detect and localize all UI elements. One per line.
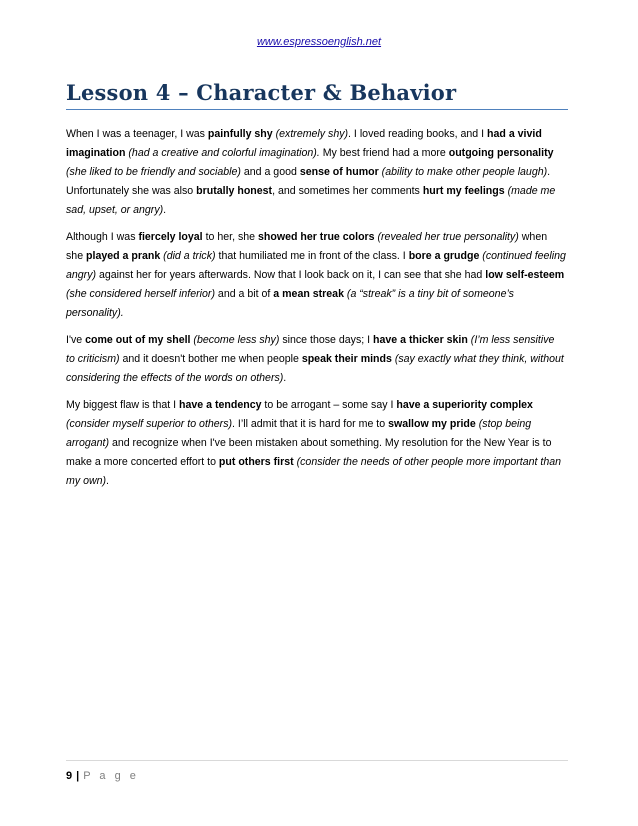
vocab-term: a mean streak [273, 288, 344, 300]
vocab-term: played a prank [86, 250, 161, 262]
vocab-term: come out of my shell [85, 334, 191, 346]
site-link[interactable]: www.espressoenglish.net [256, 36, 382, 48]
text-run: , and sometimes her comments [272, 185, 423, 197]
text-run: . I’ll admit that it is hard for me to [232, 418, 389, 430]
vocab-term: hurt my feelings [422, 185, 505, 197]
text-run: . Unfortunately she was also [66, 166, 551, 197]
text-run: . [283, 372, 287, 384]
text-run: . I loved reading books, and I [348, 128, 488, 140]
vocab-term: bore a grudge [408, 250, 480, 262]
term-definition: (she considered herself inferior) [66, 288, 215, 300]
lesson-body [66, 125, 566, 499]
paragraph-3 [66, 331, 566, 388]
term-definition: (she liked to be friendly and sociable) [66, 166, 241, 178]
text-run: . [106, 475, 109, 487]
vocab-term: have a tendency [179, 399, 262, 411]
term-definition: (become less shy) [190, 334, 280, 346]
vocab-term: swallow my pride [388, 418, 476, 430]
term-definition: (made me sad, upset, or angry) [66, 185, 556, 216]
term-definition: (had a creative and colorful imagination). [125, 147, 320, 159]
term-definition: (continued feeling angry) [66, 250, 566, 281]
vocab-term: have a superiority complex [396, 399, 533, 411]
term-definition: (stop being arrogant) [66, 418, 532, 449]
footer-divider [66, 760, 568, 761]
text-run: . [163, 204, 167, 216]
text-run: and a good [240, 166, 300, 178]
paragraph-4 [66, 396, 566, 491]
text-run: against her for years afterwards. Now that I look back on it, I can see that she had [96, 269, 486, 281]
lesson-title: Lesson 4 – Character & Behavior [66, 80, 457, 105]
term-definition: (did a trick) [160, 250, 216, 262]
term-definition: (ability to make other people laugh) [378, 166, 548, 178]
term-definition: (revealed her true personality) [374, 231, 519, 243]
page-label: P a g e [83, 770, 139, 782]
term-definition: (a “streak” is a tiny bit of someone’s personality). [66, 288, 514, 319]
vocab-term: showed her true colors [258, 231, 375, 243]
vocab-term: outgoing personality [448, 147, 554, 159]
text-run: to be arrogant – some say I [261, 399, 397, 411]
term-definition: (I’m less sensitive to criticism) [66, 334, 555, 365]
term-definition: (consider myself superior to others) [66, 418, 233, 430]
footer-separator: | [76, 770, 80, 782]
text-run: to her, she [202, 231, 258, 243]
vocab-term: put others first [218, 456, 294, 468]
vocab-term: speak their minds [301, 353, 392, 365]
text-run: that humiliated me in front of the class. I [215, 250, 409, 262]
vocab-term: sense of humor [299, 166, 379, 178]
text-run: since those days; I [279, 334, 374, 346]
text-run: and it doesn't bother me when people [119, 353, 302, 365]
text-run: When I was a teenager, I was [66, 128, 208, 140]
vocab-term: fiercely loyal [138, 231, 203, 243]
text-run: My best friend had a more [319, 147, 449, 159]
paragraph-1 [66, 125, 566, 220]
text-run: My biggest flaw is that I [66, 399, 180, 411]
vocab-term: brutally honest [196, 185, 273, 197]
page-number: 9 [66, 770, 73, 782]
page-footer [66, 770, 139, 782]
text-run: I've [66, 334, 86, 346]
text-run: Although I was [66, 231, 139, 243]
vocab-term: had a vivid imagination [66, 128, 542, 159]
vocab-term: low self-esteem [485, 269, 565, 281]
term-definition: (say exactly what they think, without considering the effects of the words on others) [66, 353, 564, 384]
text-run: when she [66, 231, 548, 262]
term-definition: (extremely shy) [272, 128, 349, 140]
vocab-term: painfully shy [207, 128, 273, 140]
paragraph-2 [66, 228, 566, 323]
vocab-term: have a thicker skin [373, 334, 468, 346]
text-run: and a bit of [214, 288, 274, 300]
term-definition: (consider the needs of other people more important than my own) [66, 456, 562, 487]
title-underline [66, 109, 568, 110]
text-run: and recognize when I've been mistaken about something. My resolution for the New Year is to make a more concerted effort to [66, 437, 552, 468]
